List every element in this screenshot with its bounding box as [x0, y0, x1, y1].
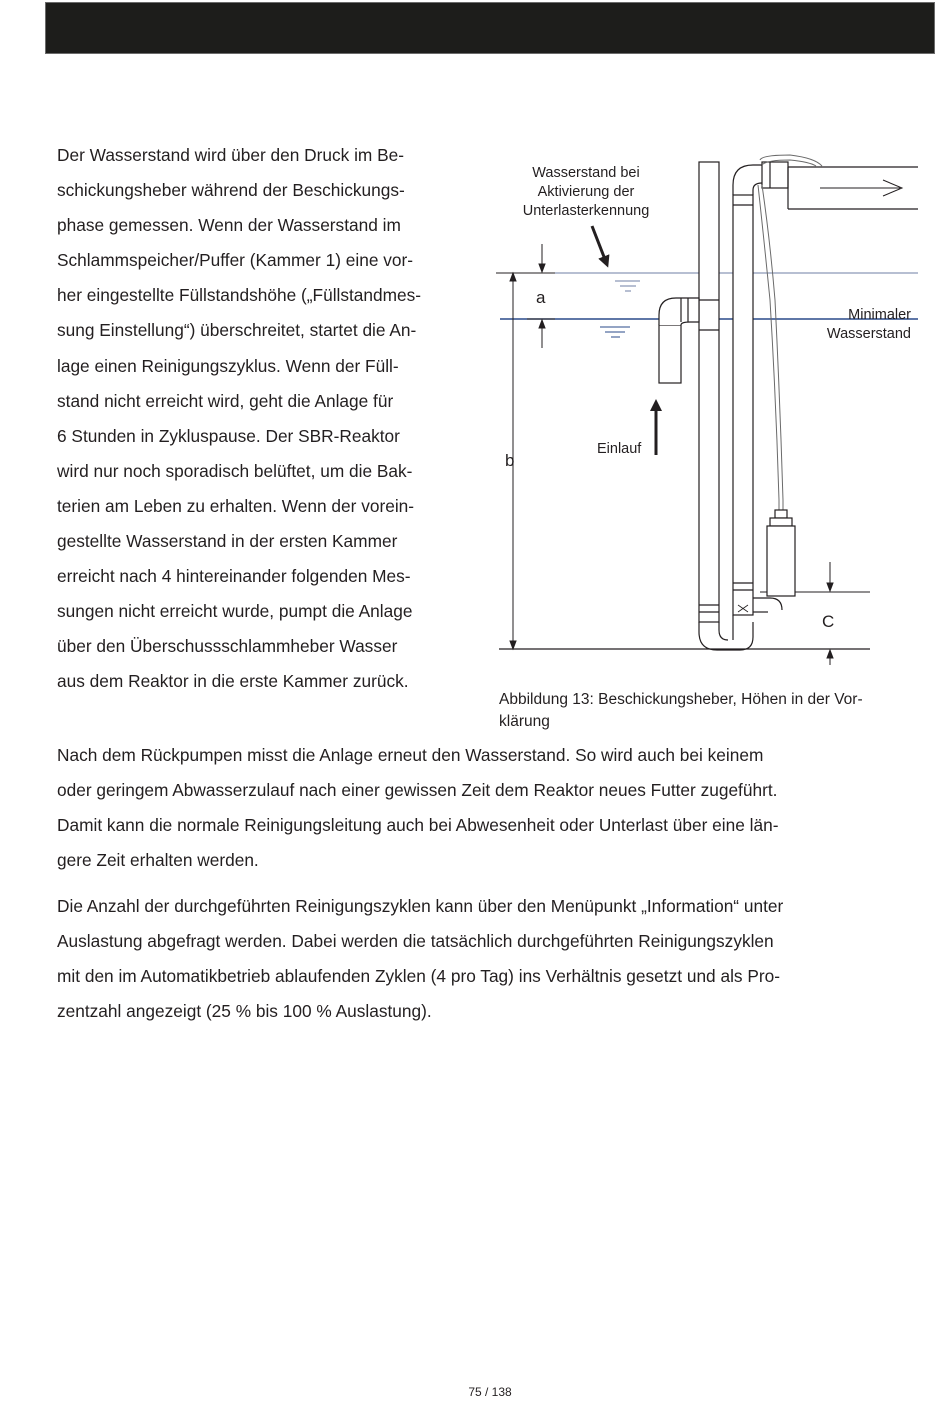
activation-level-label: Aktivierung der: [537, 184, 635, 200]
text-line: zentzahl angezeigt (25 % bis 100 % Auslastung).: [57, 1001, 432, 1021]
return-pipe: [728, 162, 918, 650]
excess-sludge-pump: [767, 510, 795, 596]
text-line: aus dem Reaktor in die erste Kammer zurück.: [57, 671, 409, 692]
activation-level-label: Unterlasterkennung: [522, 203, 650, 219]
outlet-flow-arrow: [820, 180, 902, 196]
text-line: 6 Stunden in Zykluspause. Der SBR-Reaktor: [57, 425, 400, 446]
text-line: gestellte Wasserstand in der ersten Kammer: [57, 531, 398, 552]
text-line: oder geringem Abwasserzulauf nach einer gewissen Zeit dem Reaktor neues Futter zugeführt.: [57, 780, 778, 800]
figure-caption: [499, 689, 939, 732]
text-line: Auslastung abgefragt werden. Dabei werden die tatsächlich durchgeführten Reinigungszyklen: [57, 931, 774, 951]
text-line: Die Anzahl der durchgeführten Reinigungszyklen kann über den Menüpunkt „Information“ unter: [57, 896, 784, 916]
minimum-level-label: Wasserstand: [826, 326, 911, 342]
text-line: wird nur noch sporadisch belüftet, um die Bak-: [57, 460, 413, 481]
caption-line: Abbildung 13: Beschickungsheber, Höhen in der Vor-: [499, 691, 863, 708]
water-surface-symbol: [615, 281, 640, 291]
activation-pointer-arrow: [592, 226, 606, 262]
text-line: stand nicht erreicht wird, geht die Anlage für: [57, 390, 394, 411]
text-line: terien am Leben zu erhalten. Wenn der vorein-: [57, 495, 415, 516]
text-line: schickungsheber während der Beschickungs-: [57, 180, 405, 201]
page-number: 75 / 138: [468, 1385, 512, 1399]
text-line: phase gemessen. Wenn der Wasserstand im: [57, 215, 401, 236]
text-line: her eingestellte Füllstandshöhe („Füllstandmes-: [57, 285, 422, 306]
dimension-c-label: C: [822, 612, 835, 631]
inlet-pipe: [659, 298, 699, 383]
caption-line: klärung: [499, 712, 550, 730]
dimension-b-label: b: [505, 451, 515, 470]
main-riser-pipe: [699, 162, 728, 650]
minimum-level-label: Minimaler: [848, 307, 911, 323]
text-line: über den Überschussschlammheber Wasser: [57, 636, 398, 657]
text-line: gere Zeit erhalten werden.: [57, 850, 259, 870]
text-line: lage einen Reinigungszyklus. Wenn der Füll-: [57, 355, 399, 376]
text-line: Damit kann die normale Reinigungsleitung auch bei Abwesenheit oder Unterlast über eine län-: [57, 815, 779, 835]
text-line: sungen nicht erreicht wurde, pumpt die Anlage: [57, 601, 413, 622]
activation-level-label: Wasserstand bei: [532, 165, 640, 181]
text-line: sung Einstellung“) überschreitet, startet die An-: [57, 320, 417, 341]
text-line: erreicht nach 4 hintereinander folgenden Mes-: [57, 566, 411, 587]
text-line: Der Wasserstand wird über den Druck im Be-: [57, 145, 405, 165]
inlet-label: Einlauf: [597, 441, 642, 457]
text-line: Nach dem Rückpumpen misst die Anlage erneut den Wasserstand. So wird auch bei keinem: [57, 745, 764, 765]
water-surface-symbol: [600, 327, 630, 337]
text-line: mit den im Automatikbetrieb ablaufenden Zyklen (4 pro Tag) ins Verhältnis gesetzt und als Pro-: [57, 966, 781, 986]
intro-paragraph: [57, 138, 497, 700]
text-line: Schlammspeicher/Puffer (Kammer 1) eine vor-: [57, 250, 413, 271]
header-bar: [45, 2, 935, 54]
paragraph-cycle-count: [57, 889, 927, 1029]
diagram-drawing: [490, 150, 940, 670]
dimension-a-label: a: [536, 288, 546, 307]
feed-lifter-diagram: [490, 150, 940, 670]
paragraph-pump-back: [57, 738, 927, 878]
